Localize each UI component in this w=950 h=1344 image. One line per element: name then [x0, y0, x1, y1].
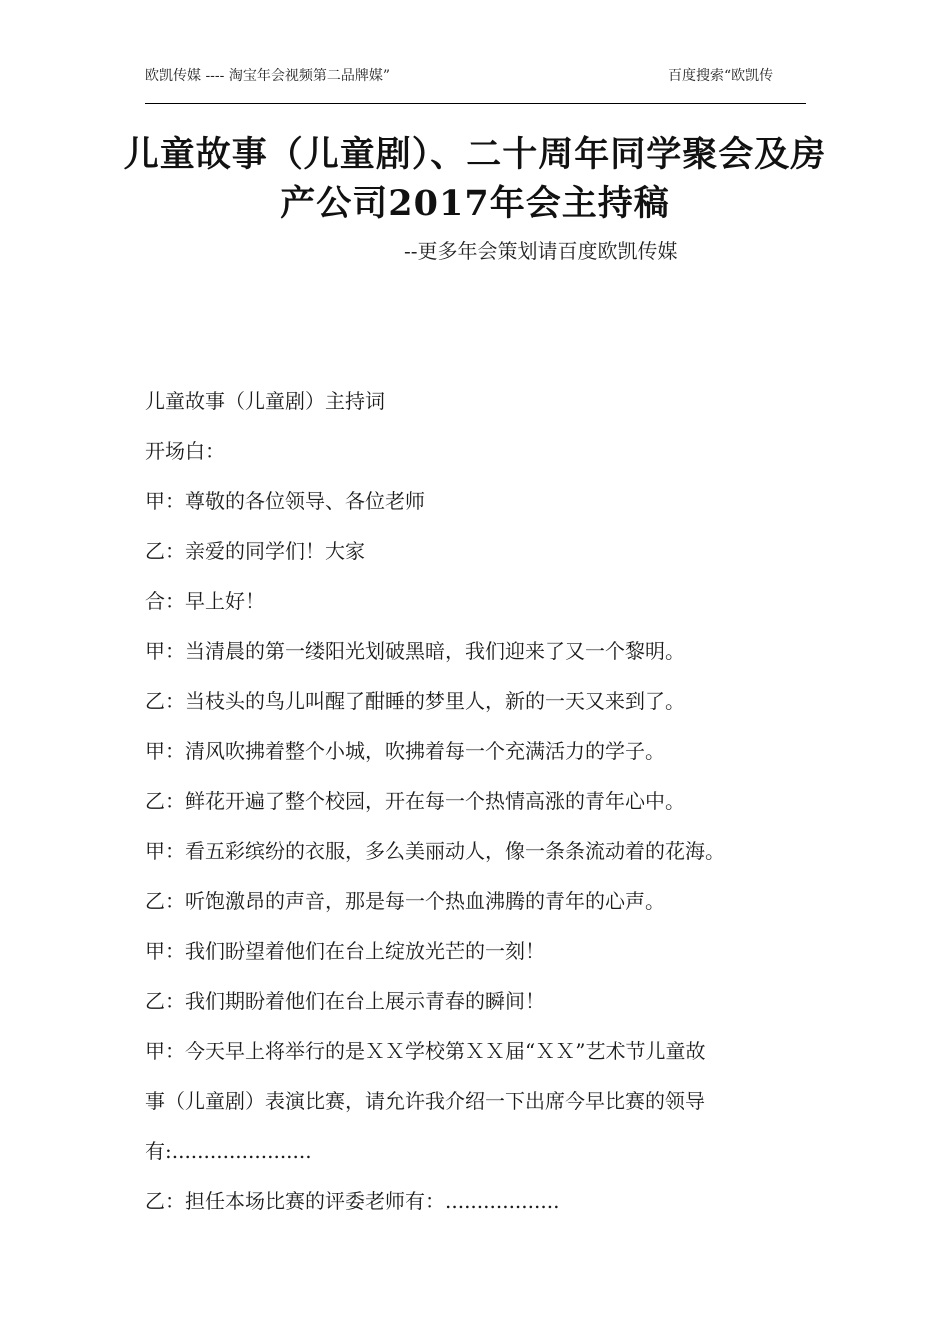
- header-divider: [145, 103, 806, 104]
- body-line: 乙：听饱激昂的声音，那是每一个热血沸腾的青年的心声。: [145, 889, 665, 913]
- body-line: 甲：今天早上将举行的是ＸＸ学校第ＸＸ届“ＸＸ”艺术节儿童故: [145, 1039, 706, 1063]
- body-line: 合：早上好！: [145, 589, 265, 613]
- body-line: 乙：当枝头的鸟儿叫醒了酣睡的梦里人，新的一天又来到了。: [145, 689, 685, 713]
- document-title: 儿童故事（儿童剧）、二十周年同学聚会及房产公司2017年会主持稿: [123, 134, 827, 224]
- body-line: 甲：尊敬的各位领导、各位老师: [145, 489, 425, 513]
- body-line: 甲：当清晨的第一缕阳光划破黑暗，我们迎来了又一个黎明。: [145, 639, 685, 663]
- document-body: [145, 388, 815, 1238]
- header-right-text: 百度搜索“欧凯传: [668, 68, 774, 84]
- header-left-text: 欧凯传媒 ---- 淘宝年会视频第二品牌媒”: [145, 68, 390, 84]
- body-line: 有:......................: [145, 1139, 312, 1163]
- body-line: 甲：看五彩缤纷的衣服，多么美丽动人，像一条条流动着的花海。: [145, 839, 725, 863]
- document-subtitle: --更多年会策划请百度欧凯传媒: [404, 239, 678, 263]
- body-line: 开场白：: [145, 439, 225, 463]
- body-line: 甲：清风吹拂着整个小城，吹拂着每一个充满活力的学子。: [145, 739, 665, 763]
- body-line: 乙：鲜花开遍了整个校园，开在每一个热情高涨的青年心中。: [145, 789, 685, 813]
- body-line: 乙：亲爱的同学们！大家: [145, 539, 365, 563]
- body-line: 乙：我们期盼着他们在台上展示青春的瞬间！: [145, 989, 545, 1013]
- body-line: 甲：我们盼望着他们在台上绽放光芒的一刻！: [145, 939, 545, 963]
- body-line: 乙：担任本场比赛的评委老师有：..................: [145, 1189, 560, 1213]
- body-line: 事（儿童剧）表演比赛，请允许我介绍一下出席今早比赛的领导: [145, 1089, 705, 1113]
- body-line: 儿童故事（儿童剧）主持词: [145, 389, 385, 413]
